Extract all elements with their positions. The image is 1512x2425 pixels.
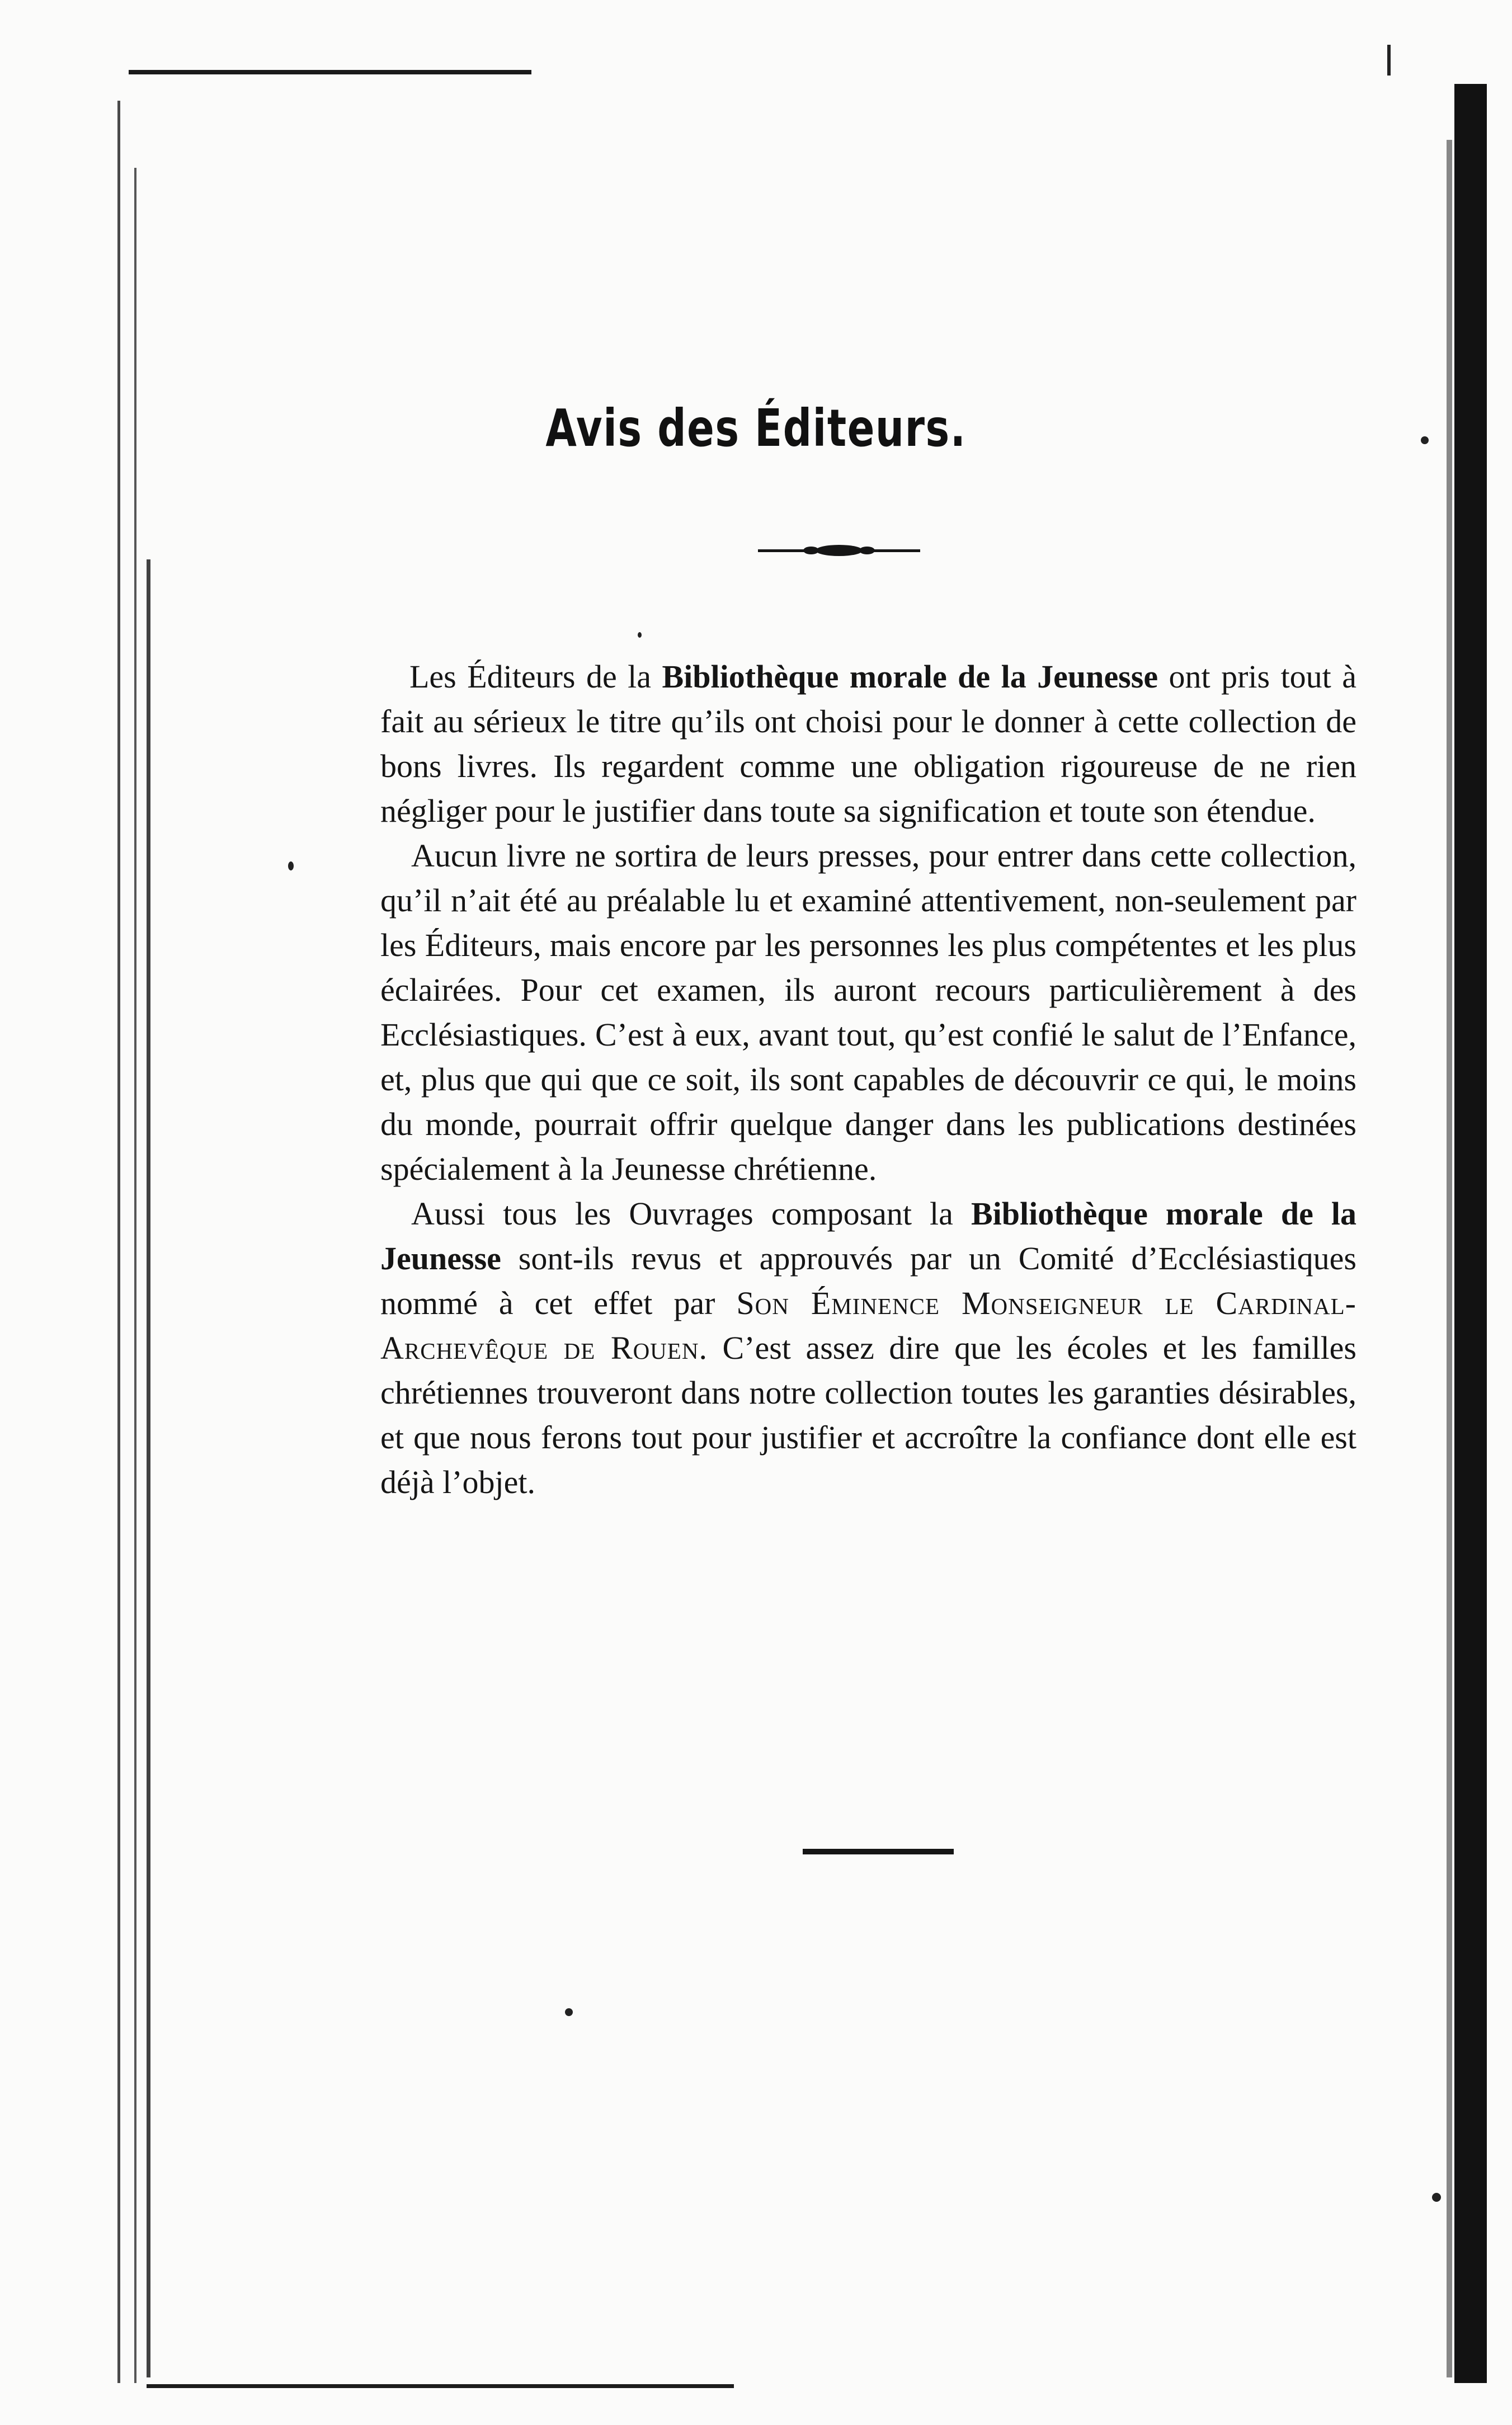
scan-speck (638, 632, 642, 638)
paragraph-1-collection-name: Bibliothèque morale de la Jeunesse (662, 658, 1158, 695)
scan-speck (565, 2008, 573, 2016)
bottom-border-rule (147, 2384, 734, 2388)
paragraph-3-rest: C’est assez dire que les écoles et les familles chrétiennes trouveront dans notre collection toutes les garanties désirables, et que nous ferons tout pour justifier et accroître la confiance dont elle est déjà l’objet. (380, 1330, 1356, 1500)
scan-speck (1432, 2193, 1441, 2202)
notice-body (380, 654, 1356, 1505)
paragraph-2: Aucun livre ne sortira de leurs presses, pour entrer dans cette collection, qu’il n’ait été au préalable lu et examiné attentivement, non-seulement par les Éditeurs, mais encore par les personnes les plus compétentes et les plus éclairées. Pour cet examen, ils auront recours particulièrement à des Ecclésiastiques. C’est à eux, avant tout, qu’est confié le salut de l’Enfance, et, plus que qui que ce soit, ils sont capables de découvrir ce qui, le moins du monde, pourrait offrir quelque danger dans les publications destinées spécialement à la Jeunesse chrétienne. (380, 837, 1356, 1187)
paragraph-3-middle: sont-ils revus et approuvés par un Comité d’Ecclésiastiques nommé à cet effet par (380, 1240, 1356, 1321)
scan-speck (288, 861, 294, 870)
top-border-rule (129, 70, 531, 74)
closing-rule (803, 1849, 954, 1854)
left-border-line (117, 101, 120, 2383)
paragraph-3-cardinal-title: Son Éminence Monseigneur le Cardinal-Archevêque de Rouen. (380, 1285, 1356, 1366)
paragraph-1-intro: Les Éditeurs de la (409, 658, 662, 695)
paragraph-3-intro: Aussi tous les Ouvrages composant la (411, 1195, 971, 1232)
title-ornament (758, 544, 920, 557)
right-border-band (1454, 84, 1487, 2383)
paragraph-1-rest: ont pris tout à fait au sérieux le titre qu’ils ont choisi pour le donner à cette collection de bons livres. Ils regardent comme une obligation rigoureuse de ne rien négliger pour le justifier dans toute sa signification et toute son étendue. (380, 658, 1356, 829)
paragraph-3-collection-name: Bibliothèque morale de la Jeunesse (380, 1195, 1356, 1277)
scan-speck (1421, 436, 1429, 444)
right-border-edge (1447, 140, 1452, 2377)
paragraph-1 (380, 654, 1356, 834)
paragraph-3 (380, 1192, 1356, 1505)
left-border-line-heavy (147, 559, 150, 2377)
page-title: Avis des Éditeurs. (545, 398, 967, 458)
left-border-line-inner (134, 168, 136, 2383)
top-corner-mark (1387, 45, 1391, 76)
